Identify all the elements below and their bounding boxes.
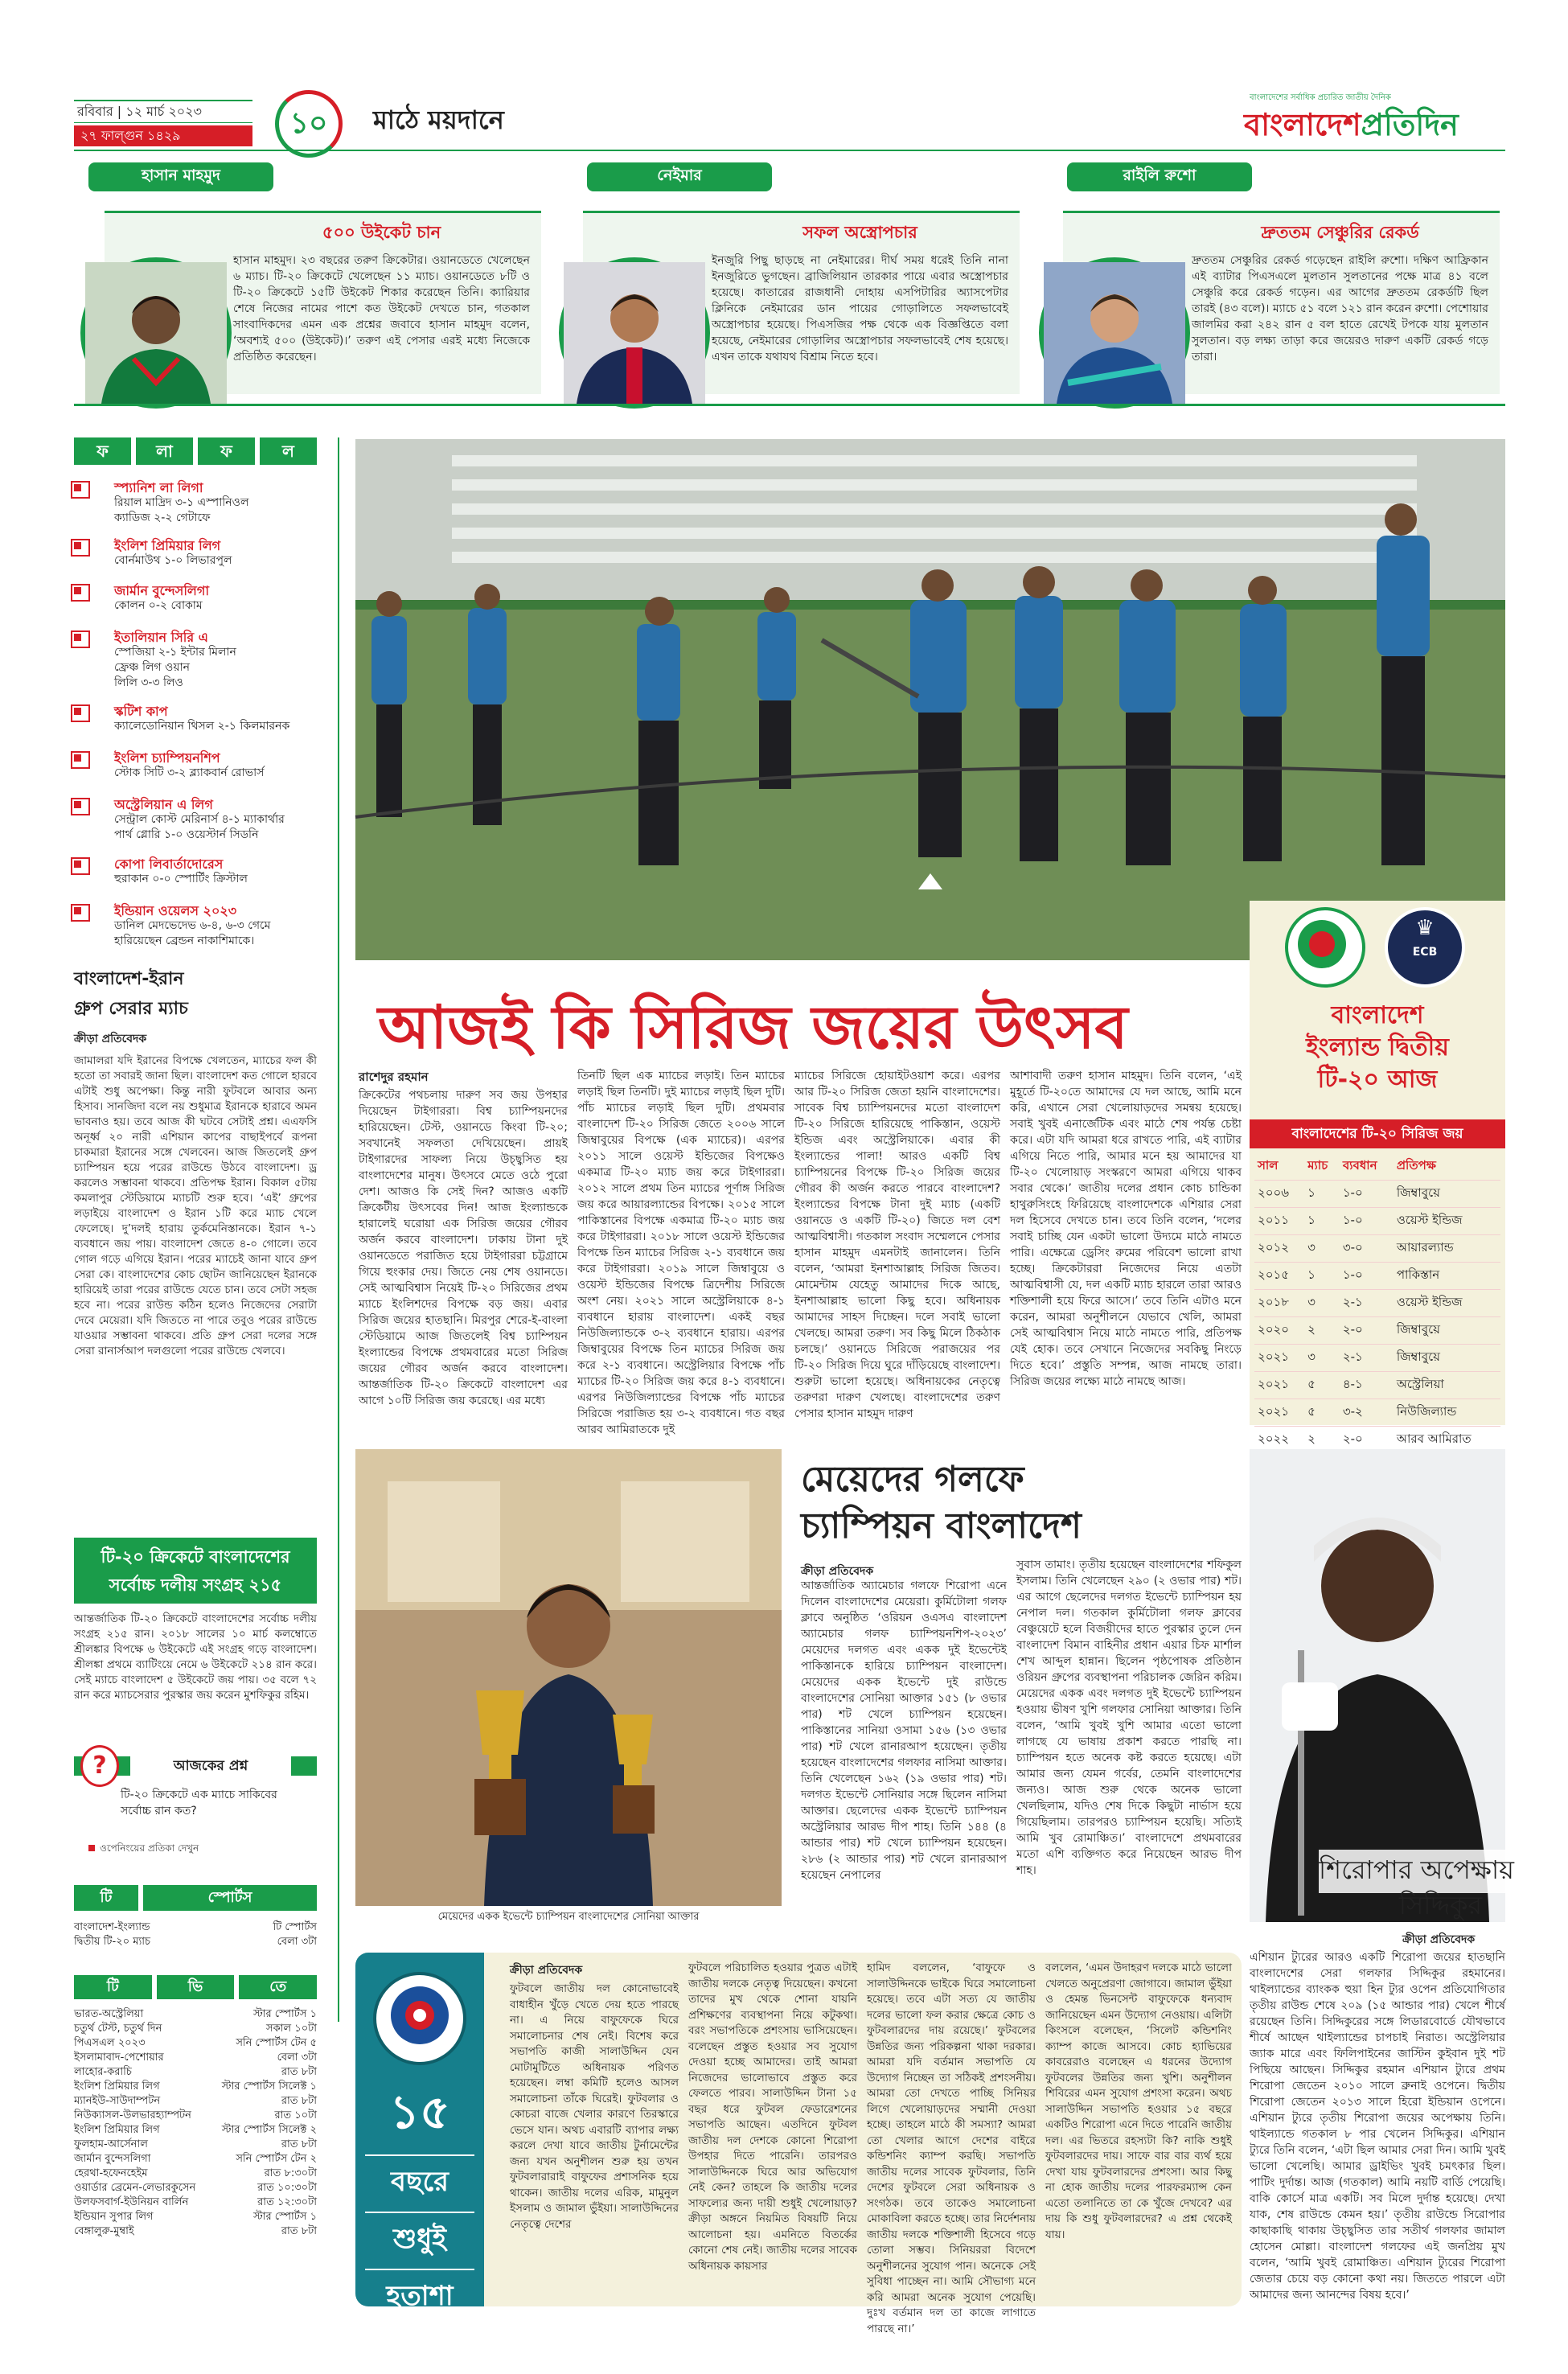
result-lines	[114, 598, 203, 614]
tv-program: জার্মান বুন্দেসলিগা	[74, 2153, 151, 2165]
result-league: কোপা লিবার্তাদোরেস	[114, 856, 224, 872]
profile-card-rossouw	[1063, 211, 1500, 394]
lead-column-3: ম্যাচের সিরিজে হোয়াইটওয়াশ করে। এরপর আর টি-২০ সিরিজ জেতা হয়নি বাংলাদেশের। সাবেক বিশ্ব চ্যাম্পিয়নদের মতো বাংলাদেশ টি-২০ সিরিজে হারিয়েছে পাকিস্তান, ওয়েস্ট ইন্ডিজ এবং অস্ট্রেলিয়াকে। এবার কী ইংল্যান্ডের পালা! আরও একটি বিশ্ব চ্যাম্পিয়নের বিপক্ষে টি-২০ সিরিজ জয়ের গৌরব কী অর্জন করতে পারবে বাংলাদেশ? ইংল্যান্ডের বিপক্ষে টানা দুই ম্যাচ (একটি ওয়ানডে ও একটি টি-২০) জিতে দল বেশ আত্মবিশ্বাসী। গতকাল সংবাদ সম্মেলনে পেসার হাসান মাহমুদ এমনটাই জানালেন। তিনি বলেন, ‘আমরা ইনশাআল্লাহ সিরিজ জিতব। মোমেন্টাম যেহেতু আমাদের দিকে আছে, ইনশাআল্লাহ ভালো কিছু হবে। অধিনায়ক আমাদের সাহস দিচ্ছেন। দলে সবাই ভালো খেলছে। আমরা তরুণ। সব কিছু মিলে ঠিকঠাক চলছে।’ ওয়ানডে সিরিজে পরাজয়ের পর টি-২০ সিরিজ দিয়ে ঘুরে দাঁড়িয়েছে বাংলাদেশ। শুরুটা ভালো হয়েছে। অধিনায়কের নেতৃত্বে তরুণরা দারুণ খেলছে। বাংলাদেশের তরুণ পেসার হাসান মাহমুদ দারুণ	[794, 1070, 1000, 1420]
golf-women-title-b: চ্যাম্পিয়ন বাংলাদেশ	[801, 1505, 1082, 1546]
federation-box	[355, 1953, 1242, 2335]
story-body: জামালরা যদি ইরানের বিপক্ষে খেলতেন, ম্যাচের ফল কী হতো তা সবারই জানা ছিল। বাংলাদেশ কত গোলে হারবে এটাই শুধু অপেক্ষা। কিন্তু নারী ফুটবলে আবার অন্য হিসাব। সানজিদা বলে নয় শুধুমাত্র ইরানকে হারাবে অমন ভাবনাও হয়। তবে আজ কী ঘটবে সেটাই প্রশ্ন। এএফসি অনূর্ধ্ব ২০ নারী এশিয়ান কাপের বাছাইপর্বে রূপনা চাকমারা ইরানের সঙ্গে খেলবেন। আজ জিতলেই গ্রুপ চ্যাম্পিয়ন হয়ে পরের রাউন্ডে উঠবে বাংলাদেশ। ড্র করলেও সম্ভাবনা থাকবে। প্রতিপক্ষ ইরান। বিকাল ৫টায় কমলাপুর স্টেডিয়ামে ম্যাচটি শুরু হবে। ‘এই’ গ্রুপের লড়াইয়ে বাংলাদেশ ও ইরান ১টি করে ম্যাচ খেলে ফেলেছে। দু’দলই হারায় তুর্কমেনিস্তানকে। ইরান ৭-১ ব্যবধানে জয় পায়। বাংলাদেশ জেতে ৪-০ গোলে। তবে গোল গড়ে এগিয়ে ইরান। পরের ম্যাচেই জানা যাবে গ্রুপ সেরা কে। বাংলাদেশের কোচ ছোটন জানিয়েছেন ইরানকে হারিয়েই তারা পরের রাউন্ডে যেতে চান। তবে সেটা সহজ হবে না। পরের রাউন্ড কঠিন হলেও নিজেদের সেরাটা দেবে মেয়েরা। যদি জিততে না পারে তবুও পরের রাউন্ডে যাওয়ার সম্ভাবনা থাকবে। প্রতি গ্রুপ সেরা দলের সঙ্গে সেরা রানার্সআপ দলগুলো পরের রাউন্ডে খেলবে।	[74, 1054, 317, 1357]
tv-channel: রাত ৮টা	[281, 2095, 317, 2107]
story-title-a: বাংলাদেশ-ইরান	[74, 969, 184, 989]
results-tab-4: ল	[260, 437, 317, 465]
ecb-text: ECB	[1412, 946, 1438, 959]
tv-tab: টি	[74, 1975, 152, 1999]
result-line: লিলি ৩-৩ লিও	[114, 676, 183, 689]
lead-column-4: আশাবাদী তরুণ হাসান মাহমুদ। তিনি বলেন, ‘এই মুহূর্তে টি-২০তে আমাদের যে দল আছে, আমি মনে করি, এখানে সেরা খেলোয়াড়দের সমন্বয় হয়েছে। সবাই খুবই এনার্জেটিক এবং মাঠে শেষ পর্যন্ত চেষ্টা করে। এটা যদি আমরা ধরে রাখতে পারি, এই ব্যাটার এগিয়ে নিতে পারি, আমার মনে হয় আমাদের যা টি-২০ খেলোয়াড় সংস্করণে আমরা এগিয়ে থাকব সবার থেকে।’ জাতীয় দলের প্রধান কোচ চান্ডিকা হাথুরুসিংহে ফিরিয়েছে বাংলাদেশকে এশিয়ার সেরা দল হিসেবে দেখতে চান। তবে তিনি বলেন, ‘দলের সবাই চাচ্ছি যেন একটা ভালো উদ্যমে মাঠে নামতে পারি। এক্ষেত্রে ড্রেসিং রুমের পরিবেশ ভালো রাখা হচ্ছে। ক্রিকেটাররা নিজেদের নিয়ে এতটা আত্মবিশ্বাসী যে, দল একটি ম্যাচ হারলে তারা আরও শক্তিশালী হয়ে ফিরে আসে।’ তবে তিনি এটাও মনে করেন, আমরা অনুশীলনে যেভাবে খেলি, আমরা সেই আত্মবিশ্বাস নিয়ে মাঠে নামতে পারি, প্রতিপক্ষ যেই হোক। তবে সেখানে নিজেদের সবকিছু নিংড়ে দিতে হবে।’ প্রস্তুতি সম্পন্ন, আজ নামছে তারা। সিরিজ জয়ের লক্ষ্যে মাঠে নামছে আজ।	[1010, 1070, 1242, 1388]
result-lines	[114, 495, 248, 526]
results-tab-2: লা	[136, 437, 193, 465]
tv-channel: রাত ৮টা	[281, 2138, 317, 2150]
tv-row	[74, 2123, 317, 2138]
series-table	[1254, 1153, 1500, 1454]
bff-logo-icon	[380, 1975, 460, 2056]
table-row: ২০২০ ২ ২-০ জিম্বাবুয়ে	[1254, 1317, 1500, 1345]
tv-channel: রাত ৮টা	[281, 2066, 317, 2078]
flag-icon	[71, 481, 90, 499]
tv-program: উলফসবার্গ-ইউনিয়ন বার্লিন	[74, 2196, 189, 2208]
tv-channel: রাত ১০:৩০টা	[257, 2182, 317, 2194]
profile-photo-hasan	[80, 257, 232, 409]
tv-row	[74, 2022, 317, 2036]
tv-row	[74, 2181, 317, 2195]
tv-program: বেঙ্গালুরু-মুম্বাই	[74, 2225, 134, 2237]
table-row: ২০২১ ৫ ৩-২ নিউজিল্যান্ড	[1254, 1399, 1500, 1427]
profile-photo-neymar	[559, 257, 710, 409]
table-row: ২০২১ ৩ ২-১ জিম্বাবুয়ে	[1254, 1345, 1500, 1372]
profile-title-rossouw: দ্রুততম সেঞ্চুরির রেকর্ড	[1261, 223, 1419, 242]
lead-column-2: তিনটি ছিল এক ম্যাচের লড়াই। তিন ম্যাচের লড়াই ছিল তিনটি। দুই ম্যাচের লড়াই ছিল দুটি। পাঁচ ম্যাচের লড়াই ছিল দুটি। প্রথমবার বাংলাদেশ টি-২০ সিরিজ জেতে ২০০৬ সালে জিম্বাবুয়ের বিপক্ষে (এক ম্যাচের)। এরপর ২০১১ সালে ওয়েস্ট ইন্ডিজের বিপক্ষেও একমাত্র টি-২০ ম্যাচ জয় করে টাইগাররা। ২০১২ সালে প্রথম তিন ম্যাচের পূর্ণাঙ্গ সিরিজ জয় করে আয়ারল্যান্ডের বিপক্ষে। ২০১৫ সালে পাকিস্তানের বিপক্ষে একমাত্র টি-২০ ম্যাচ জয় করে টাইগাররা। ২০১৮ সালে ওয়েস্ট ইন্ডিজের বিপক্ষে তিন ম্যাচের সিরিজ ২-১ ব্যবধানে জয় করে টাইগাররা। ২০১৯ সালে জিম্বাবুয়ে ও ওয়েস্ট ইন্ডিজের বিপক্ষে ত্রিদেশীয় সিরিজে অংশ নেয়। ২০২১ সালে অস্ট্রেলিয়াকে ৪-১ ব্যবধানে হারায় বাংলাদেশ। একই বছর নিউজিল্যান্ডকে ৩-২ ব্যবধানে হারায়। এরপর জিম্বাবুয়ের বিপক্ষে তিন ম্যাচের সিরিজ জয় করে ২-১ ব্যবধানে। অস্ট্রেলিয়ার বিপক্ষে পাঁচ ম্যাচের টি-২০ সিরিজ জয় করে ৪-১ ব্যবধানে। এরপর নিউজিল্যান্ডের বিপক্ষে পাঁচ ম্যাচের সিরিজে পরাজিত হয় ৩-২ ব্যবধানে। গত বছর আরব আমিরাতকে দুই	[577, 1070, 785, 1436]
profile-card-neymar	[583, 211, 1020, 394]
tv-tabs-a	[74, 1885, 317, 1911]
tv-cricket	[74, 1920, 317, 1949]
flag-icon	[71, 904, 90, 922]
profile-text-rossouw: দ্রুততম সেঞ্চুরির রেকর্ড গড়েছেন রাইলি রুশো। দক্ষিণ আফ্রিকান এই ব্যাটার পিএসএলে মুলতান সুলতানের পক্ষে মাত্র ৪১ বলে সেঞ্চুরি করে রেকর্ড গড়েন। এর আগের দ্রুততম রেকর্ডটি ছিল তারই (৪৩ বলে)। ম্যাচে ৫১ বলে ১২১ রান করেন রুশো। পেশোয়ার জালমির করা ২৪২ রান ৫ বল হাতে রেখেই টপকে যায় মুলতান সুলতান। বড় লক্ষ্য তাড়া করে জয়েরও দারুণ একটি রেকর্ড গড়ে তারা।	[1192, 254, 1488, 363]
match-title-c: টি-২০ আজ	[1317, 1066, 1438, 1094]
masthead-part-a: বাংলাদেশ	[1244, 107, 1361, 142]
siddikur-text: এশিয়ান ট্যুরের আরও একটি শিরোপা জয়ের হাতছানি বাংলাদেশের সেরা গলফার সিদ্দিকুর রহমানের। থাইল্যান্ডের ব্যাংকক হুয়া হিন ট্যুর ওপেন প্রতিযোগিতার তৃতীয় রাউন্ড শেষে ২০৯ (১৫ আন্ডার পার) খেলে শীর্ষে রয়েছেন তিনি। সিদ্দিকুরের সঙ্গে লিডারবোর্ডে যৌথভাবে শীর্ষে আছেন থাইল্যান্ডের চাপচাই নিরাত। অস্ট্রেলিয়ার জ্যাক মারে এবং ফিলিপাইনের জাস্টিন কুইবান দুই শট পিছিয়ে আছেন। সিদ্দিকুর রহমান এশিয়ান ট্যুরে প্রথম শিরোপা জেতেন ২০১০ সালে ব্রুনাই ওপেনে। দ্বিতীয় শিরোপা জেতেন ২০১৩ সালে হিরো ইন্ডিয়ান ওপেনে। এশিয়ান ট্যুরে তৃতীয় শিরোপা জয়ের অপেক্ষায় তিনি। থাইল্যান্ডে গতকাল ৮ পার খেলেন সিদ্দিকুর। এশিয়ান ট্যুরে তিনি বলেন, ‘এটা ছিল আমার সেরা দিন। আমি খুবই ভালো খেলেছি। আমার ড্রাইভিং খুবই চমৎকার ছিল। পাটিং দুর্দান্ত। আজ (গতকাল) আমি নয়টি বার্ডি পেয়েছি। বাকি কোর্সে মাত্র একটি। সব মিলে দুর্দান্ত হয়েছে। দেখা যাক, শেষ রাউন্ডে কেমন হয়।’ তৃতীয় রাউন্ডে সিরোপার কাছাকাছি থাকায় উচ্ছ্বসিত তার সতীর্থ গলফার জামাল হোসেন মোল্লা। বাংলাদেশ গলফের এই জনপ্রিয় মুখ বলেন, ‘আমি খুবই রোমাঞ্চিত। এশিয়ান ট্যুরের শিরোপা জেতার চেয়ে বড় কোনো কথা নয়। জিততে পারলে এটা আমাদের জন্য আনন্দের বিষয় হবে।’	[1250, 1951, 1505, 2302]
bff-logo	[373, 1972, 466, 2065]
tv-tab: তে	[239, 1975, 317, 1999]
siddikur-title-b: সিদ্দিকুর	[1399, 1890, 1483, 1920]
result-line: ক্যাডিজ ২-২ গেটাফে	[114, 511, 211, 524]
result-league: স্কটিশ কাপ	[114, 704, 168, 719]
tv-channel: বেলা ৩টা	[277, 2052, 317, 2064]
header-day-date: রবিবার | ১২ মার্চ ২০২৩	[74, 100, 252, 123]
result-item	[71, 795, 316, 844]
tv-program: ইংলিশ প্রিমিয়ার লিগ	[74, 2080, 160, 2093]
profile-card-hasan	[105, 211, 541, 394]
flag-icon	[71, 704, 90, 722]
table-row: ২০০৬ ১ ১-০ জিম্বাবুয়ে	[1254, 1181, 1500, 1208]
lead-headline: আজই কি সিরিজ জয়ের উৎসব	[378, 993, 1128, 1062]
story-title-b: গ্রুপ সেরার ম্যাচ	[74, 999, 188, 1019]
tv-program: হেরথা-হফেনহেইম	[74, 2167, 148, 2179]
table-header: ব্যবধান	[1340, 1153, 1394, 1181]
result-league: ইতালিয়ান সিরি এ	[114, 630, 208, 645]
note-marker	[88, 1845, 95, 1851]
question-label: আজকের প্রশ্ন	[130, 1756, 291, 1776]
result-lines	[114, 918, 270, 949]
tv-row	[74, 2138, 317, 2152]
masthead-tagline: বাংলাদেশের সর্বাধিক প্রচারিত জাতীয় দৈনিক	[1250, 93, 1391, 102]
table-row: ২০১১ ১ ১-০ ওয়েস্ট ইন্ডিজ	[1254, 1208, 1500, 1235]
result-line: পার্থ গ্লোরি ১-০ ওয়েস্টার্ন সিডনি	[114, 828, 259, 841]
federation-line-1: বছরে	[365, 2154, 474, 2212]
header-day: রবিবার	[77, 104, 113, 119]
results-divider	[338, 437, 339, 2022]
results-tabs	[74, 437, 317, 465]
federation-line-2: শুধুই	[365, 2212, 474, 2269]
profile-strip-rule	[74, 404, 1505, 406]
tv-program: লাহোর-করাচি	[74, 2066, 132, 2078]
tv-channel: সকাল ১০টা	[265, 2023, 317, 2035]
question-mark-icon: ?	[80, 1745, 119, 1787]
results-tab-1: ফ	[74, 437, 131, 465]
federation-col-3: হামিদ বললেন, ‘বাফুফে ও সালাউদ্দিনকে ভাইকে ঘিরে সমালোচনা হয়েছে। তবে এটা সত্য যে জাতীয় দলের ভালো ফল করার ক্ষেত্রে কোচ ও ফুটবলারদের দায় রয়েছে।’ ফুটবলের উন্নতির জন্য পরিকল্পনা থাকা দরকার। আমরা যদি বর্তমান সভাপতি যে উদ্যোগ নিচ্ছেন তা সঠিকই প্রশংসনীয়। আমরা তো দেখতে পাচ্ছি সিনিয়র লিগে খেলোয়াড়দের সম্মানী দেওয়া হচ্ছে। তাহলে মাঠে কী সমস্যা? আমরা তো খেলার আগে দেশের বাইরে কন্ডিশনিং ক্যাম্প করছি। সভাপতি জাতীয় দলের সাবেক ফুটবলার, তিনি দেশের ফুটবলে সেরা অধিনায়ক ও সংগঠক। তবে তাকেও সমালোচনা মোকাবিলা করতে হচ্ছে। তার নির্দেশনায় জাতীয় দলকে শক্তিশালী হিসেবে গড়ে তোলা সম্ভব। সিনিয়ররা বিদেশে অনুশীলনের সুযোগ পান। অনেকে সেই সুবিধা পাচ্ছেন না। আমি সৌভাগ্য মনে করি আমরা অনেক সুযোগ পেয়েছি। দুঃখ বর্তমান দল তা কাজে লাগাতে পারছে না।’	[867, 1961, 1036, 2335]
tv-row	[74, 2167, 317, 2181]
tv-program: ভারত-অস্ট্রেলিয়া	[74, 2008, 144, 2020]
highlight-title-b: সর্বোচ্চ দলীয় সংগ্রহ ২১৫	[109, 1575, 282, 1595]
question-note	[88, 1842, 314, 1858]
golf-women-col-1: আন্তর্জাতিক অ্যামেচার গলফে শিরোপা এনে দিলেন বাংলাদেশের মেয়েরা। কুর্মিটোলা গলফ ক্লাবে অনুষ্ঠিত ‘ওরিয়ন ওএসএ বাংলাদেশ অ্যামেচার গলফ চ্যাম্পিয়নশিপ-২০২৩’ মেয়েদের দলগত এবং একক দুই ইভেন্টেই পাকিস্তানকে হারিয়ে চ্যাম্পিয়ন বাংলাদেশ। মেয়েদের একক ইভেন্টে দুই রাউন্ডে বাংলাদেশের সোনিয়া আক্তার ১৫১ (৮ ওভার পার) শট খেলে চ্যাম্পিয়ন হয়েছেন। পাকিস্তানের সানিয়া ওসামা ১৫৬ (১৩ ওভার পার) শট খেলে রানারআপ হয়েছেন। তৃতীয় হয়েছেন বাংলাদেশের গলফার নাসিমা আক্তার। তিনি খেলেছেন ১৬২ (১৯ ওভার পার) শট। দলগত ইভেন্টে সোনিয়ার সঙ্গে ছিলেন নাসিমা আক্তার। ছেলেদের একক ইভেন্টে চ্যাম্পিয়ন অস্ট্রেলিয়ার আরভ দীপ শাহ। তিনি ১৪৪ (৪ আন্ডার পার) শট খেলে চ্যাম্পিয়ন হয়েছেন। ২৮৬ (২ আন্ডার পার) শট খেলে রানারআপ হয়েছেন নেপালের	[801, 1579, 1007, 1882]
tv-tab: স্পোর্টস	[143, 1885, 317, 1911]
federation-number: ১৫	[389, 2084, 450, 2139]
question-text: টি-২০ ক্রিকেটে এক ম্যাচে সাকিবের সর্বোচ্চ রান কত?	[121, 1789, 277, 1817]
tv-tab: ভি	[157, 1975, 235, 1999]
federation-credit: ক্রীড়া প্রতিবেদক	[510, 1964, 583, 1977]
tv-program: ফুলহাম-আর্সেনাল	[74, 2138, 148, 2150]
result-league: স্প্যানিশ লা লিগা	[114, 480, 203, 495]
batter-photo	[1044, 262, 1185, 404]
table-row: ২০১৫ ১ ১-০ পাকিস্তান	[1254, 1263, 1500, 1290]
cricketer-photo	[85, 262, 227, 404]
question-header	[74, 1752, 317, 1780]
result-league: জার্মান বুন্দেসলিগা	[114, 583, 209, 598]
results-tab-3: ফ	[198, 437, 255, 465]
masthead-part-b: প্রতিদিন	[1361, 107, 1459, 142]
table-row: ২০২২ ২ ২-০ আরব আমিরাত	[1254, 1427, 1500, 1454]
bcb-badge	[1285, 907, 1365, 988]
result-line: রিয়াল মাদ্রিদ ৩-১ এস্পানিওল	[114, 496, 249, 509]
tv-tabs-b	[74, 1975, 317, 1999]
tv-program: ইংলিশ প্রিমিয়ার লিগ	[74, 2124, 160, 2136]
tv-row	[74, 2109, 317, 2123]
tv-channel: বেলা ৩টা	[277, 1936, 317, 1948]
profile-title-hasan: ৫০০ উইকেট চান	[322, 223, 441, 242]
tv-channel: সনি স্পোর্টস টেন ৫	[236, 2037, 317, 2049]
result-item	[71, 478, 316, 526]
result-line: ক্যালেডোনিয়ান থিসল ২-১ কিলমারনক	[114, 720, 290, 733]
tv-program: পিএসএল ২০২৩	[74, 2037, 146, 2049]
profile-banner-1: হাসান মাহমুদ	[88, 162, 273, 191]
tv-channel: সনি স্পোর্টস টেন ২	[236, 2153, 317, 2165]
golf-women-credit: ক্রীড়া প্রতিবেদক	[801, 1565, 874, 1578]
tv-program: ম্যানইউ-সাউদাম্পটন	[74, 2095, 161, 2107]
result-item	[71, 701, 316, 737]
tv-program: ইসলামাবাদ-পেশোয়ার	[74, 2052, 164, 2064]
profile-banner-3: রাইলি রুশো	[1067, 162, 1252, 191]
masthead-logo	[1244, 101, 1459, 153]
result-lines	[114, 812, 285, 843]
result-item	[71, 581, 316, 616]
siddikur-title-a: শিরোপার অপেক্ষায়	[1319, 1850, 1514, 1893]
tv-row	[74, 2065, 317, 2080]
header-rule	[74, 150, 1505, 151]
tv-program: ইন্ডিয়ান সুপার লিগ	[74, 2211, 154, 2223]
result-line: স্পেজিয়া ২-১ ইন্টার মিলান	[114, 646, 236, 659]
tv-row	[74, 2224, 317, 2239]
profile-photo-rossouw	[1039, 257, 1190, 409]
tv-row	[74, 2080, 317, 2094]
flag-icon	[71, 751, 90, 769]
trophy-photo	[355, 1449, 782, 1906]
result-line: স্টোক সিটি ৩-২ ব্ল্যাকবার্ন রোভার্স	[114, 766, 265, 779]
tv-row	[74, 2036, 317, 2051]
cricket-practice-photo	[355, 439, 1505, 960]
highlight-text: আন্তর্জাতিক টি-২০ ক্রিকেটে বাংলাদেশের সর্বোচ্চ দলীয় সংগ্রহ ২১৫ রান। ২০১৮ সালের ১০ মার্চ কলম্বোতে শ্রীলঙ্কার বিপক্ষে ৬ উইকেটে এই সংগ্রহ গড়ে বাংলাদেশ। শ্রীলঙ্কা প্রথমে ব্যাটিংয়ে নেমে ৬ উইকেটে ২১৪ রান করে। সেই ম্যাচে বাংলাদেশ ৫ উইকেটে জয় পায়। ৩৫ বলে ৭২ রান করে ম্যাচসেরার পুরস্কার জয় করেন মুশফিকুর রহিম।	[74, 1612, 317, 1702]
golf-trophy-photo	[355, 1449, 782, 1906]
tv-program: নিউক্যাসল-উলভারহ্যাম্পটন	[74, 2109, 191, 2121]
header-date: ১২ মার্চ ২০২৩	[125, 104, 202, 119]
match-title-b: ইংল্যান্ড দ্বিতীয়	[1306, 1033, 1449, 1062]
result-league: ইংলিশ প্রিমিয়ার লিগ	[114, 538, 221, 553]
table-header: ম্যাচ	[1304, 1153, 1340, 1181]
lead-photo	[355, 439, 1505, 960]
tv-channel: টি স্পোর্টস	[273, 1921, 317, 1933]
result-line: কোলন ০-২ বোকাম	[114, 599, 203, 612]
page-header	[74, 90, 1505, 153]
tv-row	[74, 2152, 317, 2167]
federation-col-1: ফুটবলে জাতীয় দল কোনোভাবেই বাধাহীন খুঁড়ে খেতে দেয় হতে পারছে না। এ নিয়ে বাফুফেকে ঘিরে সমালোচনার শেষ নেই। বিশেষ করে সভাপতি কাজী সালাউদ্দিন যেন মোটামুটিতে অধিনায়ক পরিণত হয়েছেন। লম্বা কমিটি হলেও আসল সমালোচনা তাঁকে ঘিরেই। ফুটবলার ও কোচরা বাজে খেলার কারণে তিরস্কারে ভেসে যান। অথচ এবারটি ব্যাপার লক্ষ্য করলে দেখা যাবে জাতীয় টুর্নামেন্টের জন্য যখন অনুশীলন শুরু হয় তখন ফুটবলারারাই বাফুফের প্রশাসনিক হয়ে থাকেন। জাতীয় দলের এরিক, মামুনুল ইসলাম ও জামাল ভুঁইয়া। সালাউদ্দিনের নেতৃত্বে দেশের	[510, 1982, 679, 2231]
tv-program: চতুর্থ টেস্ট, চতুর্থ দিন	[74, 2023, 162, 2035]
page-number-badge: ১০	[275, 90, 343, 158]
golf-women-col-2: সুবাস তামাং। তৃতীয় হয়েছেন বাংলাদেশের শফিকুল ইসলাম। তিনি খেলেছেন ২৯০ (২ ওভার পার) শট। এর আগে ছেলেদের দলগত ইভেন্টে চ্যাম্পিয়ন হয় নেপাল দল। গতকাল কুর্মিটোলা গলফ ক্লাবের বেঞ্চুয়েটে হলে বিজয়ীদের হাতে পুরস্কার তুলে দেন বাংলাদেশ বিমান বাহিনীর প্রধান এয়ার চিফ মার্শাল শেখ আব্দুল হান্নান। ছিলেন পৃষ্ঠপোষক প্রতিষ্ঠান ওরিয়ন গ্রুপের ব্যবস্থাপনা পরিচালক জেরিন করিম। মেয়েদের একক এবং দলগত দুই ইভেন্টে চ্যাম্পিয়ন হওয়ায় ভীষণ খুশি গলফার সোনিয়া আক্তার। তিনি বলেন, ‘আমি খুবই খুশি আমার এতো ভালো লাগছে যে ভাষায় প্রকাশ করতে পারছি না। চ্যাম্পিয়ন হতে অনেক কষ্ট করতে হয়েছে। এটা আমার জন্য যেমন গর্বের, তেমনি বাংলাদেশের জন্যও। আজ শুরু থেকে অনেক ভালো খেলছিলাম, যদিও শেষ দিকে কিছুটা নার্ভাস হয়ে গিয়েছিলাম। তারপরও চ্যাম্পিয়ন হয়েছি। সত্যিই আমি খুব রোমাঞ্চিত।’ বাংলাদেশে প্রথমবারের মতো এশি ব্যক্তিগত করে নিয়েছেন আরভ দীপ শাহ।	[1016, 1559, 1242, 1877]
highlight-title-a: টি-২০ ক্রিকেটে বাংলাদেশের	[101, 1547, 290, 1567]
table-header-row	[1254, 1153, 1500, 1181]
result-item	[71, 901, 316, 951]
tv-program: ওয়ার্ডার ব্রেমেন-লেভারকুসেন	[74, 2182, 196, 2194]
result-lines	[114, 719, 289, 734]
result-line: ফ্রেঞ্চ লিগ ওয়ান	[114, 661, 191, 674]
tv-tab: টি	[74, 1885, 138, 1911]
tv-row	[74, 2007, 317, 2022]
result-league: ইংলিশ চ্যাম্পিয়নশিপ	[114, 750, 220, 766]
result-line: হুরাকান ০-০ স্পোর্টিং ক্রিস্টাল	[114, 873, 248, 885]
result-line: হারিয়েছেন ব্রেন্ডন নাকাশিমাকে।	[114, 934, 255, 947]
tv-row	[74, 2094, 317, 2109]
tv-row	[74, 1935, 317, 1949]
match-box	[1250, 901, 1505, 1446]
result-lines	[114, 766, 264, 781]
federation-line-3: হতাশা	[365, 2269, 474, 2326]
result-item	[71, 627, 316, 692]
result-item	[71, 748, 316, 783]
bcb-logo-icon	[1288, 910, 1356, 978]
story-credit: ক্রীড়া প্রতিবেদক	[74, 1033, 147, 1045]
tv-channel: স্টার স্পোর্টস সিলেক্ট ১	[221, 2080, 317, 2093]
tv-channel: স্টার স্পোর্টস ১	[252, 2211, 317, 2223]
crown-icon: ♛	[1415, 916, 1435, 940]
tv-channel: রাত ১০টা	[274, 2109, 317, 2121]
result-item	[71, 854, 316, 889]
tv-channel: রাত ৮:৩০টা	[264, 2167, 317, 2179]
footballer-photo	[564, 262, 705, 404]
table-row: ২০১৮ ৩ ২-১ ওয়েস্ট ইন্ডিজ	[1254, 1290, 1500, 1317]
table-row: ২০২১ ৫ ৪-১ অস্ট্রেলিয়া	[1254, 1372, 1500, 1399]
flag-icon	[71, 584, 90, 602]
flag-icon	[71, 630, 90, 648]
federation-col-2: ফুটবলে পরিচালিত হওয়ার পুত্রত এটাই জাতীয় দলকে নেতৃত্ব দিয়েছেন। কখনো তাদের মুখ থেকে শোনা যায়নি প্রশিক্ষণের ব্যবস্থাপনা নিয়ে কটুকথা। বরং সভাপতিকে প্রশংসায় ভাসিয়েছেন। বলেছেন প্রস্তুত হওয়ার সব সুযোগ দেওয়া হচ্ছে আমাদের। তাই আমরা নিজেদের ভালোভাবে প্রস্তুত করে ফেলতে পারব। সালাউদ্দিন টানা ১৫ বছর ধরে ফুটবল ফেডারেশনের সভাপতি আছেন। এতদিনে ফুটবল জাতীয় দল দেশকে কোনো শিরোপা উপহার দিতে পারেনি। তারপরও সালাউদ্দিনকে ঘিরে আর অভিযোগ নেই কেন? তাহলে কি জাতীয় দলের সাফল্যের জন্য দায়ী শুধুই খেলোয়াড়? ক্রীড়া অঙ্গনে নিয়মিত বিষয়টি নিয়ে আলোচনা হয়। এমনিতে বিতর্কের কোনো শেষ নেই। জাতীয় দলের সাবেক অধিনায়ক কায়সার	[688, 1961, 857, 2273]
table-header: সাল	[1254, 1153, 1304, 1181]
result-lines	[114, 872, 248, 887]
golf-women-title-a: মেয়েদের গলফে	[801, 1459, 1024, 1500]
result-lines	[114, 645, 236, 691]
tv-row	[74, 2195, 317, 2210]
flag-icon	[71, 798, 90, 815]
tv-channel: স্টার স্পোর্টস সিলেক্ট ২	[221, 2124, 317, 2136]
profile-text-neymar: ইনজুরি পিছু ছাড়ছে না নেইমারের। দীর্ঘ সময় ধরেই তিনি নানা ইনজুরিতে ভুগছেন। ব্রাজিলিয়ান তারকার পায়ে এবার অস্ত্রোপচার হয়েছে। কাতারের রাজধানী দোহায় এসপিটারির অ্যাসপেটার ক্লিনিকে নেইমারের ডান পায়ের গোড়ালিতে সফলভাবেই অস্ত্রোপচার হয়েছে। পিএসজির পক্ষ থেকে এক বিজ্ঞপ্তিতে বলা হয়েছে, নেইমারের গোড়ালির অস্ত্রোপচার সফলভাবেই শেষ হয়েছে। এখন তাকে যথাযথ বিশ্রাম নিতে হবে।	[712, 254, 1008, 363]
result-league: অস্ট্রেলিয়ান এ লিগ	[114, 797, 213, 812]
golf-photo-caption: মেয়েদের একক ইভেন্টে চ্যাম্পিয়ন বাংলাদেশের সোনিয়া আক্তার	[437, 1911, 700, 1923]
tv-program: বাংলাদেশ-ইংল্যান্ড	[74, 1921, 150, 1933]
tv-listing	[74, 2007, 317, 2239]
tv-channel: রাত ১২:৩০টা	[257, 2196, 317, 2208]
tv-row	[74, 2051, 317, 2065]
table-header: প্রতিপক্ষ	[1394, 1153, 1500, 1181]
result-item	[71, 536, 316, 571]
profile-title-neymar: সফল অস্ত্রোপচার	[802, 223, 917, 242]
result-line: সেন্ট্রাল কোস্ট মেরিনার্স ৪-১ ম্যাকার্থার	[114, 813, 285, 826]
profile-text-hasan: হাসান মাহমুদ। ২৩ বছরের তরুণ ক্রিকেটার। ওয়ানডেতে খেলেছেন ৬ ম্যাচ। টি-২০ ক্রিকেটে খেলেছেন ১১ ম্যাচ। ওয়ানডেতে ৮টি ও টি-২০ ক্রিকেটে ১৫টি উইকেট শিকার করেছেন তিনি। ক্যারিয়ার শেষে নিজের নামের পাশে কত উইকেট দেখতে চান, গতকাল সাংবাদিকদের এমন এক প্রশ্নের জবাবে হাসান মাহমুদ বলেন, ‘অবশ্যই ৫০০ (উইকেট)।’ তরুণ এই পেসার এরই মধ্যে নিজেকে প্রতিষ্ঠিত করেছেন।	[233, 254, 530, 363]
result-lines	[114, 553, 232, 569]
flag-icon	[71, 857, 90, 875]
highlight-box	[74, 1538, 317, 1604]
tv-row	[74, 2210, 317, 2224]
result-line: ডানিল মেদভেদেভ ৬-৪, ৬-৩ গেমে	[114, 919, 271, 932]
header-bn-date: ২৭ ফাল্গুন ১৪২৯	[74, 125, 252, 146]
match-title-a: বাংলাদেশ	[1331, 1001, 1424, 1029]
tv-channel: রাত ৮টা	[281, 2225, 317, 2237]
tv-channel: স্টার স্পোর্টস ১	[252, 2008, 317, 2020]
flag-icon	[71, 539, 90, 557]
note-text: ওপেনিংয়ের প্রতিকা দেখুন	[100, 1842, 199, 1854]
women-football-story	[74, 965, 317, 1359]
result-league: ইন্ডিয়ান ওয়েলস ২০২৩	[114, 903, 237, 918]
result-line: বোর্নমাউথ ১-০ লিভারপুল	[114, 554, 232, 567]
tv-row	[74, 1920, 317, 1935]
section-title: মাঠে ময়দানে	[373, 105, 504, 135]
table-row: ২০১২ ৩ ৩-০ আয়ারল্যান্ড	[1254, 1235, 1500, 1263]
profile-banner-2: নেইমার	[587, 162, 772, 191]
lead-column-1: ক্রিকেটের পথচলায় দারুণ সব জয় উপহার দিয়েছেন টাইগাররা। বিশ্ব চ্যাম্পিয়নদের হারিয়েছেন। টেস্ট, ওয়ানডে কিংবা টি-২০; সবখানেই সফলতা দেখিয়েছেন। প্রায়ই টাইগারদের সাফল্য নিয়ে উচ্ছ্বসিত হয় বাংলাদেশের মানুষ। উৎসবে মেতে ওঠে পুরো দেশ। আজও কি সেই দিন? আজও একটি ক্রিকেটীয় উৎসবের দিন! আজ ইংল্যান্ডকে হারালেই ঘরোয়া এক সিরিজ জয়ের গৌরব অর্জন করবে বাংলাদেশ। ঢাকায় টানা দুই ওয়ানডেতে পরাজিত হয়ে টাইগাররা চট্টগ্রামে গিয়ে হুংকার দেয়। জিতে নেয় শেষ ওয়ানডে। সেই আত্মবিশ্বাস নিয়েই টি-২০ সিরিজের প্রথম ম্যাচে ইংলিশদের বিপক্ষে বড় জয়। এবার সিরিজ জয়ের হাতছানি। মিরপুর শেরে-ই-বাংলা স্টেডিয়ামে আজ জিতলেই বিশ্ব চ্যাম্পিয়ন ইংল্যান্ডের বিপক্ষে প্রথমবারের মতো সিরিজ জয়ের গৌরব অর্জন করবে বাংলাদেশ। আন্তর্জাতিক টি-২০ ক্রিকেটে বাংলাদেশ এর আগে ১০টি সিরিজ জয় করেছে। এর মধ্যে	[359, 1089, 568, 1407]
ecb-badge	[1385, 907, 1465, 988]
lead-byline: রাশেদুর রহমান	[359, 1070, 429, 1084]
federation-side	[355, 1953, 484, 2312]
federation-col-4: বললেন, ‘এমন উদাহরণ দলকে মাঠে ভালো খেলতে অনুপ্রেরণা জোগাবে। জামাল ভুঁইয়া ও হেমন্ত ভিনসেন্ট বাফুফেকে ধন্যবাদ জানিয়েছেন এমন উদ্যোগ নেওয়ায়। এলিটা কিংসলে বলেছেন, ‘সিলেট কন্ডিশনিং ক্যাম্প কাজে আসবে। কোচ হ্যাভিয়ের কাবরেরাও বলেছেন এ ধরনের উদ্যোগ ফুটবলের উন্নতির জন্য খুশি। অনুশীলন শিবিরের এমন সুযোগ প্রশংসা করেন। অথচ সালাউদ্দিন সভাপতি হওয়ার ১৫ বছরে একটিও শিরোপা এনে দিতে পারেনি জাতীয় দল। এর ভিতরে রহস্যটা কি? নাকি শুধুই ফুটবলারদের দায়। সাফে বার বার ব্যর্থ হয়ে দেখা যায় ফুটবলারদের প্রশংসা। আর কিছু না হোক জাতীয় দলের পারফরম্যান্স কেন এতো তলানিতে তা কে খুঁজে দেখবে? এর দায় কি শুধু ফুটবলারদের? এ প্রশ্ন থেকেই যায়।	[1045, 1961, 1232, 2241]
tv-program: দ্বিতীয় টি-২০ ম্যাচ	[74, 1936, 151, 1948]
series-table-title: বাংলাদেশের টি-২০ সিরিজ জয়	[1250, 1119, 1505, 1148]
siddikur-credit: ক্রীড়া প্রতিবেদক	[1402, 1933, 1476, 1946]
